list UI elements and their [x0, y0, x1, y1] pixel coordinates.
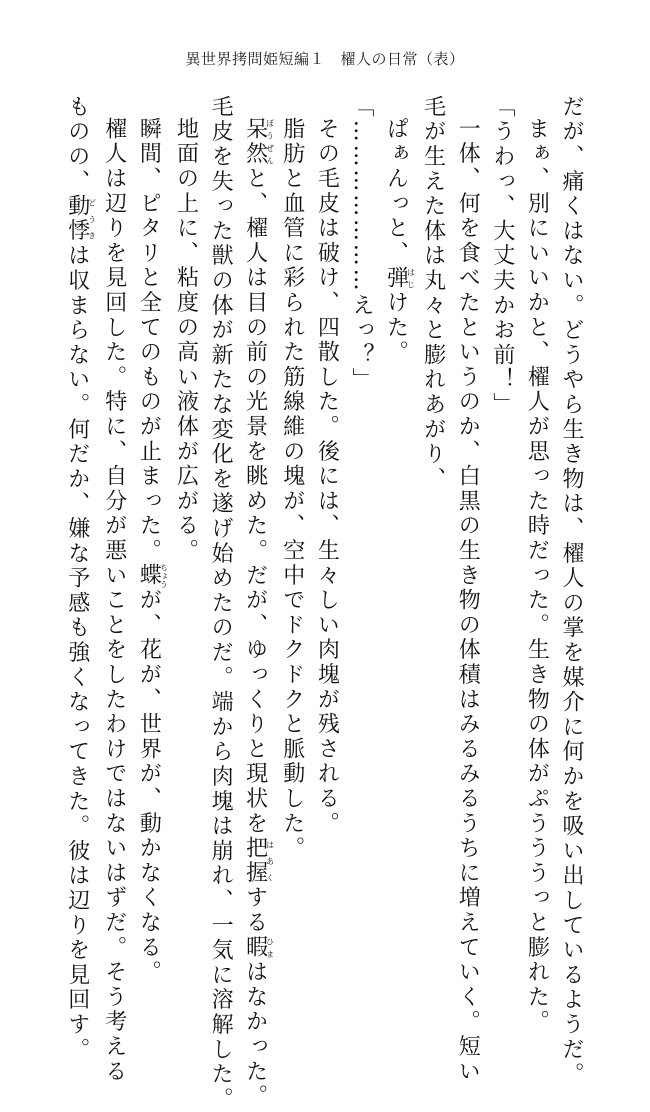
- ruby-text-end: けた。: [383, 290, 409, 366]
- ruby-word: 暇ひま: [242, 935, 275, 961]
- ruby-word: 把握はあく: [242, 836, 275, 886]
- text-line-with-ruby: 瞬間、ピタリと全てのものが止まった。蝶ちょうが、花が、世界が、動かなくなる。: [136, 117, 169, 986]
- ruby-word: 弾はじ: [383, 265, 416, 291]
- text-line: 脂肪と血管に彩られた筋線維の塊が、空中でドクドクと脈動した。: [279, 117, 305, 861]
- text-line: 一体、何を食べたというのか、白黒の生き物の体積はみるみるうちに増えていく。短い: [455, 117, 481, 1085]
- text-line-with-ruby: ものの、動悸どうきは収まらない。何だか、嫌な予感も強くなってきた。彼は辺りを見回す。: [64, 95, 97, 1063]
- text-line: その毛皮は破け、四散した。後には、生々しい肉塊が残される。: [314, 117, 340, 837]
- text-line-with-ruby: 呆然ぼうぜんと、櫂人は目の前の光景を眺めた。だが、ゆっくりと現状を把握はあくする暇ひまはなかった。: [242, 117, 275, 1110]
- text-line: 地面の上に、粘度の高い液体が広がる。: [173, 117, 199, 564]
- ruby-word: 動悸どうき: [64, 194, 97, 244]
- text-line-with-ruby: [378, 95, 415, 895]
- text-line: まぁ、別にいいかと、櫂人が思った時だった。生き物の体がぷうううっと膨れた。: [524, 117, 550, 1035]
- text-line: 毛皮を失った獣の体が新たな変化を遂げ始めたのだ。端から肉塊は崩れ、一気に溶解した。: [208, 95, 234, 1112]
- dialogue-line: 「…………………えっ？」: [348, 95, 374, 393]
- ruby-word: 呆然ぼうぜん: [242, 117, 275, 167]
- running-head: 異世界拷問姫短編１ 櫂人の日常（表）: [185, 50, 465, 68]
- text-line: 櫂人は辺りを見回した。特に、自分が悪いことをしたわけではないはずだ。そう考える: [101, 117, 127, 1085]
- ruby-word: 蝶ちょう: [136, 563, 169, 589]
- dialogue-line: 「うわっ、大丈夫かお前！」: [489, 95, 515, 418]
- vertical-body-text: [58, 95, 588, 1112]
- text-line: 毛が生えた体は丸々と膨れあがり、: [420, 95, 446, 492]
- text-line: だが、痛くはない。どうやら生き物は、櫂人の掌を媒介に何かを吸い出しているようだ。: [559, 95, 584, 1087]
- ruby-text-start: ぱぁんっと、: [383, 117, 409, 266]
